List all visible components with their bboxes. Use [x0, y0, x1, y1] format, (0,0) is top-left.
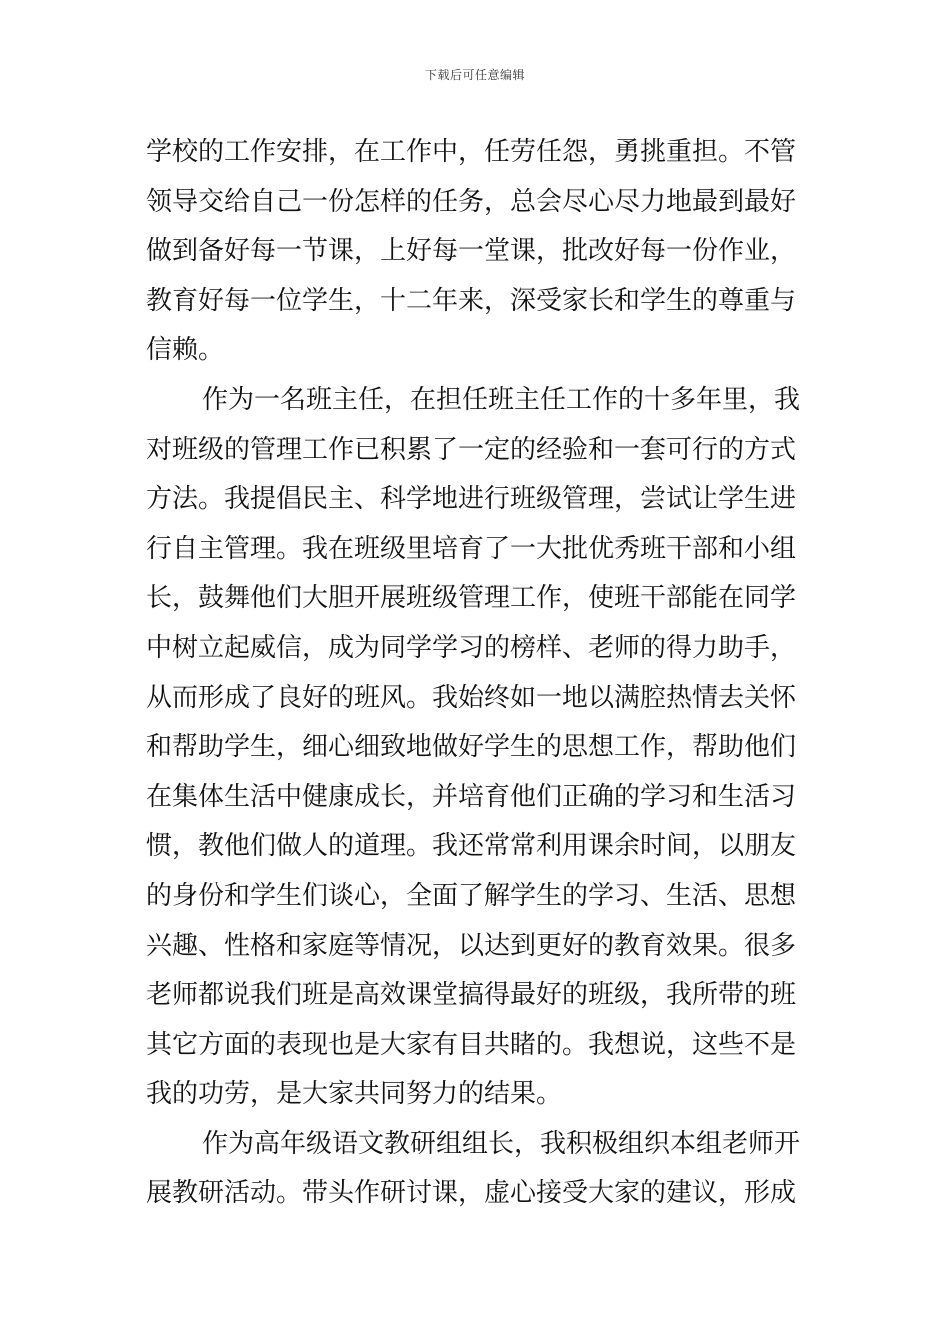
document-body — [146, 128, 810, 1219]
text-line: 行自主管理。我在班级里培育了一大批优秀班干部和小组 — [146, 533, 797, 564]
text-line: 教育好每一位学生，十二年来，深受家长和学生的尊重与 — [146, 285, 797, 316]
text-line: 老师都说我们班是高效课堂搞得最好的班级，我所带的班 — [146, 980, 797, 1011]
page-header: 下载后可任意编辑 — [424, 68, 525, 82]
text-line: 作为一名班主任，在担任班主任工作的十多年里，我 — [202, 384, 801, 415]
text-line: 信赖。 — [146, 335, 225, 366]
text-line: 长，鼓舞他们大胆开展班级管理工作，使班干部能在同学 — [146, 583, 797, 614]
text-line: 做到备好每一节课，上好每一堂课，批改好每一份作业， — [146, 236, 797, 267]
paragraph — [146, 1120, 810, 1219]
text-line: 兴趣、性格和家庭等情况，以达到更好的教育效果。很多 — [146, 930, 797, 961]
text-line: 对班级的管理工作已积累了一定的经验和一套可行的方式 — [146, 434, 797, 465]
text-line: 作为高年级语文教研组组长，我积极组织本组老师开 — [202, 1128, 801, 1159]
text-line: 领导交给自己一份怎样的任务，总会尽心尽力地最到最好 — [146, 186, 797, 217]
text-line: 学校的工作安排，在工作中，任劳任怨，勇挑重担。不管 — [146, 137, 797, 167]
text-line: 从而形成了良好的班风。我始终如一地以满腔热情去关怀 — [146, 682, 797, 713]
text-line: 其它方面的表现也是大家有目共睹的。我想说，这些不是 — [146, 1029, 797, 1060]
text-line: 中树立起威信，成为同学学习的榜样、老师的得力助手， — [146, 632, 797, 663]
paragraph — [146, 376, 810, 1120]
text-line: 展教研活动。带头作研讨课，虚心接受大家的建议，形成 — [146, 1178, 797, 1209]
text-line: 我的功劳，是大家共同努力的结果。 — [146, 1079, 563, 1110]
paragraph — [146, 128, 810, 376]
text-line: 在集体生活中健康成长，并培育他们正确的学习和生活习 — [146, 781, 797, 812]
text-line: 惯，教他们做人的道理。我还常常利用课余时间，以朋友 — [146, 831, 797, 862]
text-line: 和帮助学生，细心细致地做好学生的思想工作，帮助他们 — [146, 732, 797, 763]
text-line: 的身份和学生们谈心，全面了解学生的学习、生活、思想 — [146, 880, 797, 911]
text-line: 方法。我提倡民主、科学地进行班级管理，尝试让学生进 — [146, 484, 797, 515]
